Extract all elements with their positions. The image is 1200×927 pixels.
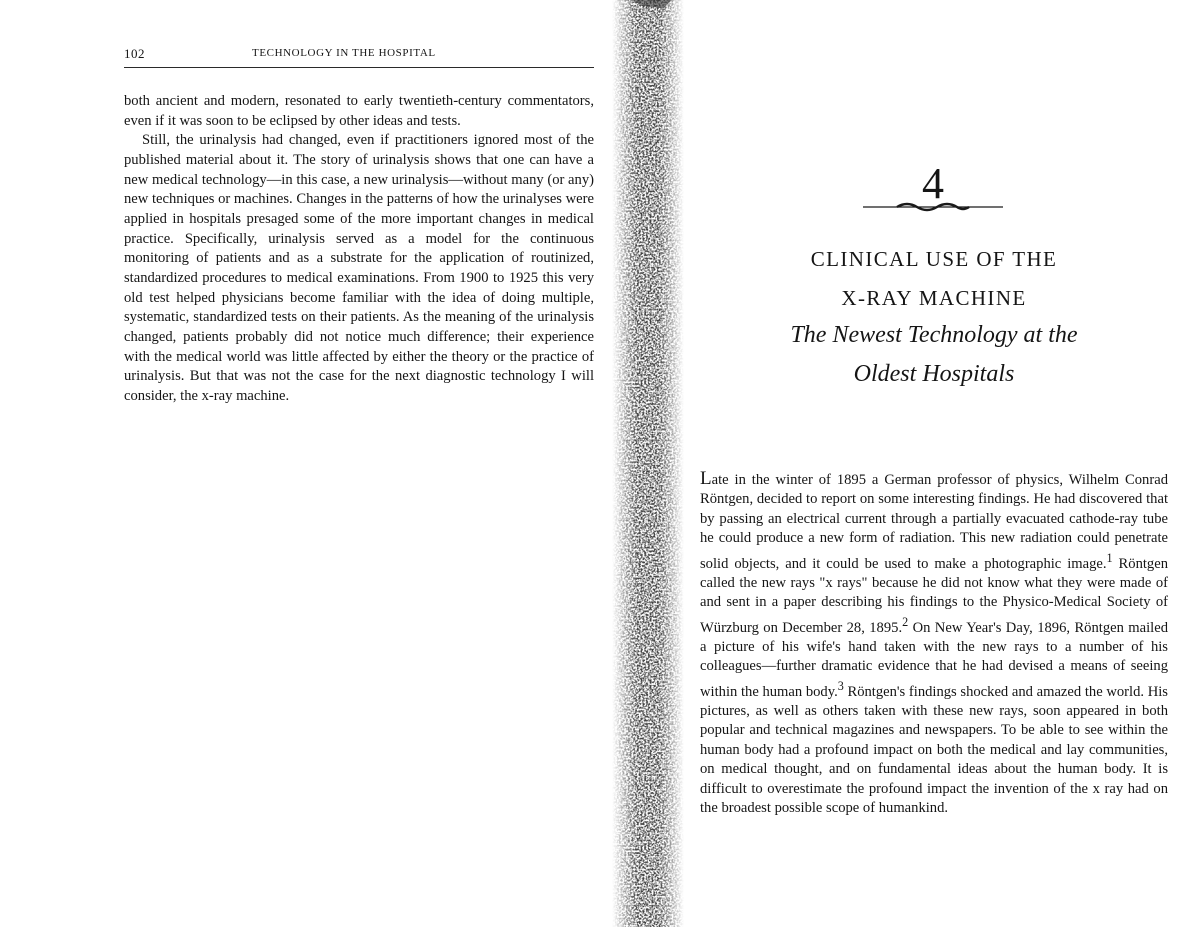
chapter-ornament-icon	[863, 200, 1003, 214]
left-paragraph-1: both ancient and modern, resonated to early twentieth-century commentators, even if it was soon to be eclipsed by other ideas and tests.	[124, 93, 594, 129]
chapter-number: 4	[922, 159, 944, 208]
paragraph-segment: ate in the winter of 1895 a German professor of physics, Wilhelm Conrad Röntgen, decided to report on some interesting findings. He had discovered that by passing an electrical current through a partially evacuated cathode-ray tube he could produce a new form of radiation. This new radiation could penetrate solid objects, and it could be used to make a photographic image.	[700, 472, 1168, 572]
initial-letter: L	[700, 468, 712, 489]
footnote-ref: 1	[1106, 550, 1113, 565]
chapter-title-line-1: CLINICAL USE OF THE	[810, 247, 1058, 271]
paragraph-segment: Röntgen called the new rays "x rays" because he did not know what they were made of and sent in a paper describing his findings to the Physico-Medical Society of Würzburg on December 28, 1895.	[700, 555, 1168, 636]
running-head	[124, 46, 594, 66]
running-head-title: TECHNOLOGY IN THE HOSPITAL	[252, 47, 436, 59]
chapter-opening-paragraph	[700, 469, 1168, 818]
left-page-body	[124, 92, 594, 407]
chapter-subtitle-line-1: The Newest Technology at the	[790, 322, 1078, 348]
chapter-title-line-2: X-RAY MACHINE	[841, 286, 1027, 310]
paragraph-segment: Röntgen's findings shocked and amazed the world. His pictures, as well as others taken with these new rays, soon appeared in both popular and technical magazines and newspapers. To be able to see within the human body had a profound impact on both the medical and lay communities, on medical thought, and on fundamental ideas about the human body. It is difficult to overestimate the profound impact the invention of the x ray had on the broadest possible scope of humankind.	[700, 683, 1168, 817]
page-number: 102	[124, 46, 145, 61]
paragraph-segment: On New Year's Day, 1896, Röntgen mailed a picture of his wife's hand taken with the new rays to a number of his colleagues—further dramatic evidence that he had devised a means of seeing within the human body.	[700, 619, 1169, 700]
chapter-opening-text	[700, 469, 1168, 818]
chapter-subtitle-line-2: Oldest Hospitals	[853, 361, 1015, 387]
footnote-ref: 2	[902, 614, 909, 629]
header-rule	[124, 67, 594, 68]
left-paragraph-2: Still, the urinalysis had changed, even if practitioners ignored most of the published material about it. The story of urinalysis shows that one can have a new medical technology—in this case, a new urinalysis—without many (or any) new techniques or machines. Changes in the patterns of how the urinalyses were applied in hospitals presaged some of the more important changes in medical practice. Specifically, urinalysis served as a model for the continuous monitoring of patients and as a substrate for the application of routinized, standardized procedures to medical examinations. From 1900 to 1925 this very old test helped physicians become familiar with the idea of doing multiple, systematic, standardized tests on their patients. As the meaning of the urinalysis changed, patients probably did not notice much difference; their experience with the medical world was little affected by either the theory or the practice of urinalysis. But that was not the case for the next diagnostic technology I will consider, the x-ray machine.	[124, 132, 594, 404]
footnote-ref: 3	[837, 678, 844, 693]
